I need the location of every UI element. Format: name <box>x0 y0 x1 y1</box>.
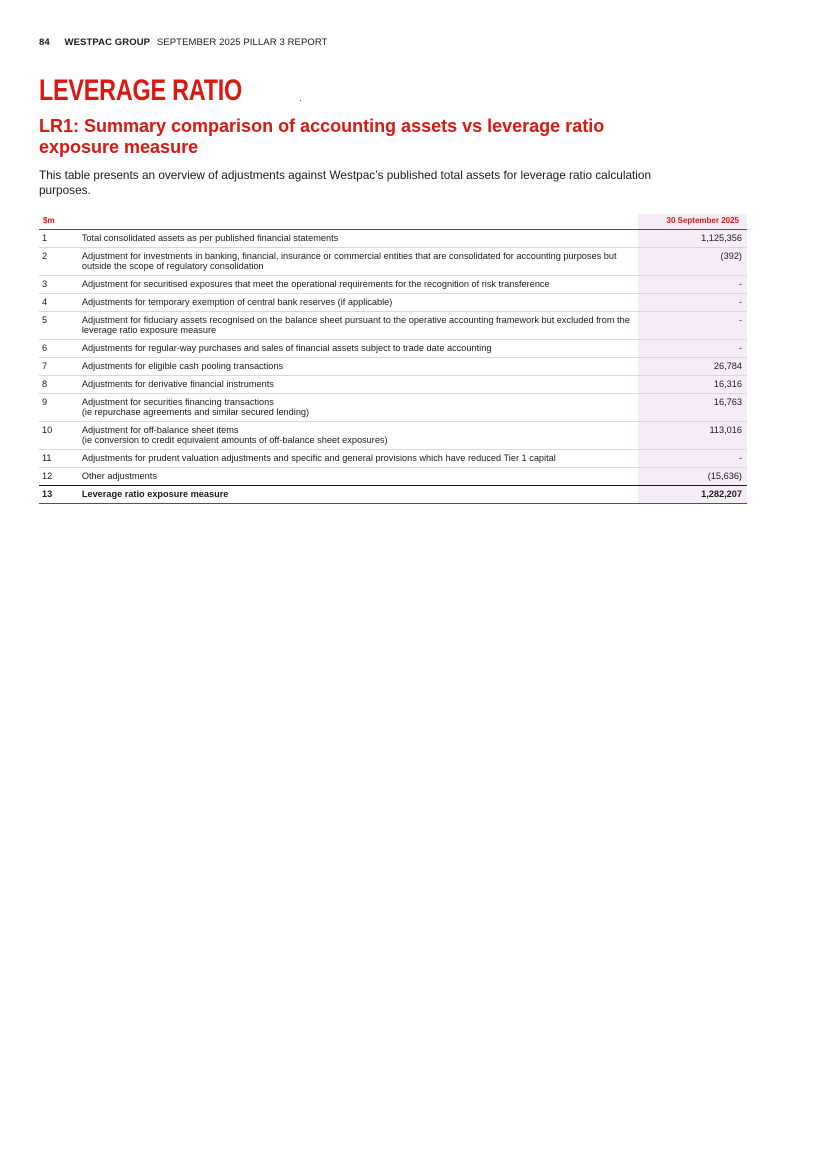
value-header: 30 September 2025 <box>638 214 747 230</box>
row-description-text: Adjustments for derivative financial instruments <box>81 379 274 389</box>
row-value: - <box>638 340 747 358</box>
table-row <box>39 230 747 248</box>
row-number: 9 <box>39 394 78 422</box>
intro-text: This table presents an overview of adjustments against Westpac’s published total assets for leverage ratio calculation purposes. <box>39 168 652 197</box>
row-description-text: Adjustments for eligible cash pooling transactions <box>81 361 284 371</box>
table-row <box>39 294 747 312</box>
row-description <box>78 276 639 294</box>
row-description-text: Adjustment for securitised exposures that meet the operational requirements for the recognition of risk transference <box>81 279 550 289</box>
table-row <box>39 394 747 422</box>
row-number: 11 <box>39 450 78 468</box>
table-row <box>39 450 747 468</box>
row-description-note: (ie conversion to credit equivalent amounts of off-balance sheet exposures) <box>81 435 388 445</box>
row-description <box>78 294 639 312</box>
row-description-text: Adjustments for temporary exemption of central bank reserves (if applicable) <box>81 297 393 307</box>
total-value: 1,282,207 <box>638 486 747 504</box>
row-description-text: Adjustment for investments in banking, financial, insurance or commercial entities that are consolidated for accounting purposes but outside the scope of regulatory consolidation <box>81 251 617 271</box>
total-row <box>39 486 747 504</box>
table-title: LR1: Summary comparison of accounting assets vs leverage ratio exposure measure <box>39 116 605 157</box>
row-description-text: Adjustment for securities financing transactions <box>81 397 274 407</box>
lr1-table <box>39 214 747 504</box>
row-description <box>78 394 639 422</box>
row-description <box>78 312 639 340</box>
row-description-text: Adjustment for off-balance sheet items <box>81 425 239 435</box>
company-name: WESTPAC GROUP <box>64 37 151 48</box>
row-number: 1 <box>42 233 48 243</box>
table-row <box>39 376 747 394</box>
row-number: 4 <box>39 294 78 312</box>
row-value: (15,636) <box>638 468 747 486</box>
row-number: 3 <box>39 276 78 294</box>
row-description <box>78 248 639 276</box>
row-value: 26,784 <box>638 358 747 376</box>
row-description-text: Other adjustments <box>81 471 157 481</box>
row-value: - <box>638 312 747 340</box>
row-value: 113,016 <box>638 422 747 450</box>
report-name: SEPTEMBER 2025 PILLAR 3 REPORT <box>156 37 328 48</box>
table-row <box>39 358 747 376</box>
section-title: LEVERAGE RATIO <box>39 74 243 107</box>
row-value: 16,316 <box>638 376 747 394</box>
row-number: 8 <box>39 376 78 394</box>
row-value: - <box>638 276 747 294</box>
table-row <box>39 468 747 486</box>
row-value: - <box>638 294 747 312</box>
row-value: 16,763 <box>638 394 747 422</box>
page-header <box>39 37 328 48</box>
row-description <box>78 358 639 376</box>
row-number: 2 <box>39 248 78 276</box>
row-number: 7 <box>39 358 78 376</box>
unit-header: $m <box>39 214 638 230</box>
page-number: 84 <box>39 37 50 48</box>
table-row <box>39 422 747 450</box>
row-description <box>78 340 639 358</box>
row-value: 1,125,356 <box>638 230 747 248</box>
total-description: Leverage ratio exposure measure <box>78 486 639 504</box>
row-description-text: Adjustment for fiduciary assets recognised on the balance sheet pursuant to the operative accounting framework but excluded from the leverage ratio exposure measure <box>81 315 630 335</box>
table-row <box>39 248 747 276</box>
table-row <box>39 340 747 358</box>
row-description <box>78 230 639 248</box>
row-number: 5 <box>39 312 78 340</box>
row-number: 10 <box>39 422 78 450</box>
row-value: (392) <box>638 248 747 276</box>
row-value: - <box>638 450 747 468</box>
table-row <box>39 276 747 294</box>
total-number: 13 <box>39 486 78 504</box>
row-description <box>78 422 639 450</box>
row-number: 12 <box>39 468 78 486</box>
row-description-text: Adjustments for prudent valuation adjustments and specific and general provisions which have reduced Tier 1 capital <box>81 453 556 463</box>
row-number: 6 <box>39 340 78 358</box>
stray-dot <box>300 100 301 101</box>
table-row <box>39 312 747 340</box>
table-header-row <box>39 214 747 230</box>
row-description-text: Adjustments for regular-way purchases and sales of financial assets subject to trade date accounting <box>81 343 492 353</box>
row-description <box>78 450 639 468</box>
row-description-text: Total consolidated assets as per published financial statements <box>81 233 339 243</box>
table-body <box>39 230 747 504</box>
row-description <box>78 468 639 486</box>
row-description-note: (ie repurchase agreements and similar secured lending) <box>81 407 310 417</box>
row-description <box>78 376 639 394</box>
